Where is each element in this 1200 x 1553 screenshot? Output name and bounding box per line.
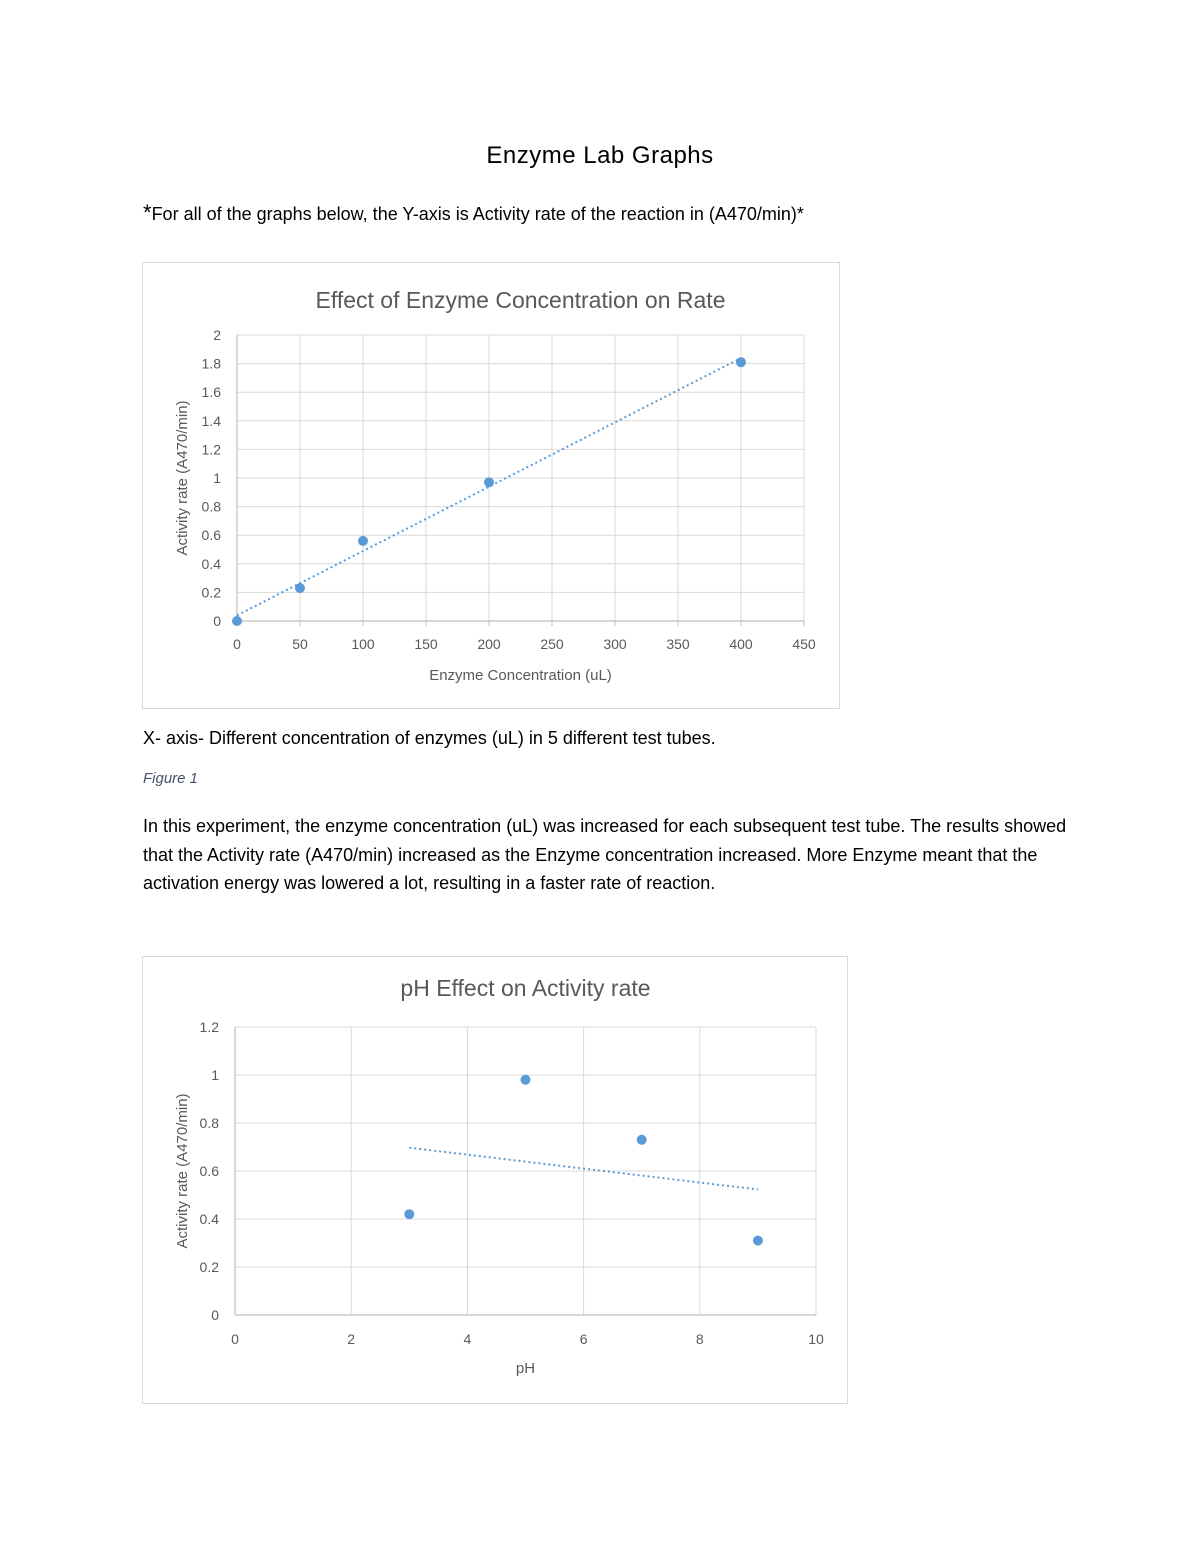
note-star: *	[143, 200, 152, 225]
x-axis-label: Enzyme Concentration (uL)	[429, 667, 612, 684]
x-tick-label: 300	[603, 636, 627, 652]
x-tick-label: 0	[231, 1331, 239, 1347]
data-point	[637, 1135, 647, 1145]
y-tick-label: 0.6	[201, 527, 221, 544]
x-tick-label: 150	[414, 636, 438, 652]
y-axis-label: Activity rate (A470/min)	[174, 1093, 191, 1249]
x-tick-label: 8	[695, 1331, 704, 1347]
data-point	[404, 1209, 414, 1219]
y-tick-label: 0.2	[199, 1259, 219, 1275]
chart-title: pH Effect on Activity rate	[400, 975, 651, 1001]
x-tick-label: 10	[808, 1331, 824, 1347]
y-tick-label: 0.4	[201, 555, 221, 572]
x-tick-label: 450	[792, 636, 816, 652]
data-point	[295, 583, 305, 593]
chart-ph-effect-svg	[143, 957, 847, 1403]
chart-enzyme-concentration	[142, 262, 840, 709]
y-tick-label: 1.2	[199, 1019, 219, 1035]
y-tick-label: 1	[211, 1067, 219, 1083]
note-text: For all of the graphs below, the Y-axis is Activity rate of the reaction in (A470/min)*	[151, 204, 804, 224]
x-tick-label: 250	[540, 636, 564, 652]
y-tick-label: 0.8	[199, 1115, 219, 1131]
chart-title: Effect of Enzyme Concentration on Rate	[315, 287, 726, 313]
y-axis-note	[143, 200, 804, 226]
y-tick-label: 0.2	[201, 584, 221, 601]
x-tick-label: 2	[347, 1331, 356, 1347]
y-tick-label: 1.4	[201, 412, 221, 429]
data-point	[753, 1236, 763, 1246]
y-tick-label: 0	[211, 1307, 219, 1323]
data-point	[358, 536, 368, 546]
y-tick-label: 0.8	[201, 498, 221, 515]
x-tick-label: 50	[292, 636, 308, 652]
data-point	[736, 357, 746, 367]
data-point	[232, 616, 242, 626]
y-tick-label: 0.4	[199, 1211, 219, 1227]
y-tick-label: 2	[213, 327, 221, 343]
data-point	[484, 477, 494, 487]
figure-caption: Figure 1	[143, 770, 199, 787]
data-point	[521, 1075, 531, 1085]
x-tick-label: 100	[351, 636, 375, 652]
page-title: Enzyme Lab Graphs	[486, 142, 714, 169]
x-tick-label: 350	[666, 636, 690, 652]
x-axis-label: pH	[515, 1360, 536, 1377]
y-tick-label: 1.8	[201, 355, 221, 372]
x-axis-note: X- axis- Different concentration of enzymes (uL) in 5 different test tubes.	[143, 728, 716, 748]
y-tick-label: 1.6	[201, 384, 221, 401]
x-tick-label: 0	[233, 636, 241, 652]
x-tick-label: 400	[729, 636, 753, 652]
y-tick-label: 1.2	[201, 441, 221, 458]
y-tick-label: 1	[213, 470, 221, 486]
x-tick-label: 200	[477, 636, 501, 652]
y-axis-label: Activity rate (A470/min)	[174, 400, 191, 556]
chart-enzyme-concentration-svg	[143, 263, 839, 708]
y-tick-label: 0	[213, 613, 221, 629]
x-tick-label: 4	[463, 1331, 472, 1347]
chart-ph-effect	[142, 956, 848, 1404]
y-tick-label: 0.6	[199, 1163, 219, 1179]
x-tick-label: 6	[579, 1331, 588, 1347]
result-paragraph: In this experiment, the enzyme concentration (uL) was increased for each subsequent test tube. The results showed that the Activity rate (A470/min) increased as the Enzyme concentration increased. More Enzyme meant that the activation energy was lowered a lot, resulting in a faster rate of reaction.	[143, 816, 1067, 893]
